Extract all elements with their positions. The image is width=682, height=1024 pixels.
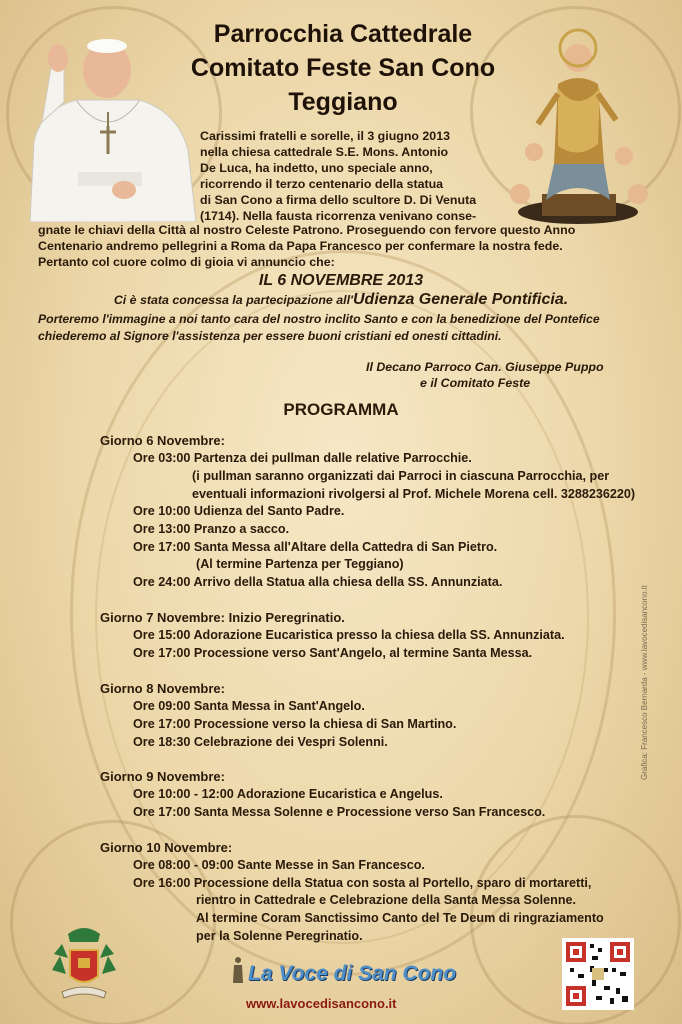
program-note: (i pullman saranno organizzati dai Parroci in ciascuna Parrocchia, per: [192, 469, 610, 483]
header-title-committee: Comitato Feste San Cono: [190, 54, 496, 82]
program-event: Ore 16:00 Processione della Statua con sosta al Portello, sparo di mortaretti,: [133, 876, 592, 890]
signature-committee: e il Comitato Feste: [420, 376, 531, 390]
audience-prefix: Ci è stata concessa la partecipazione all': [113, 293, 353, 307]
saint-figure-icon: [230, 955, 246, 985]
intro-cont-line: Centenario andremo pellegrini a Roma da Papa Francesco per confermare la nostra fede.: [38, 239, 563, 253]
program-day: Giorno 7 Novembre: Inizio Peregrinatio.: [100, 610, 345, 625]
side-credit-text: Grafica: Francesco Bernarda - www.lavocedisancono.it: [640, 585, 649, 780]
intro-line: ricorrendo il terzo centenario della statua: [200, 177, 444, 191]
announcement-date: IL 6 NOVEMBRE 2013: [258, 272, 424, 289]
program-event: Ore 13:00 Pranzo a sacco.: [133, 522, 290, 536]
pope-photo: [20, 22, 198, 222]
pilgrimage-paragraph: [38, 311, 658, 345]
signature-dean: Il Decano Parroco Can. Giuseppe Puppo: [366, 360, 604, 374]
intro-line: De Luca, ha indetto, uno speciale anno,: [200, 161, 433, 175]
intro-line: di San Cono a firma dello scultore D. Di Venuta: [200, 193, 477, 207]
program-event: Ore 08:00 - 09:00 Sante Messe in San Francesco.: [133, 858, 425, 872]
header-title-town: Teggiano: [288, 88, 398, 116]
intro-line: (1714). Nella fausta ricorrenza venivano conse-: [200, 209, 477, 223]
coat-of-arms-icon: [48, 924, 120, 1006]
program-day: Giorno 8 Novembre:: [100, 681, 225, 696]
program-event: Ore 17:00 Santa Messa Solenne e Processione verso San Francesco.: [133, 805, 546, 819]
intro-continuation: [38, 222, 656, 270]
footer-website-link[interactable]: www.lavocedisancono.it: [246, 996, 397, 1011]
intro-cont-line: Pertanto col cuore colmo di gioia vi annuncio che:: [38, 255, 335, 269]
program-note: eventuali informazioni rivolgersi al Prof. Michele Morena cell. 3288236220): [192, 487, 636, 501]
program-event: Ore 03:00 Partenza dei pullman dalle relative Parrocchie.: [133, 451, 472, 465]
program-note: (Al termine Partenza per Teggiano): [196, 557, 404, 571]
program-note: Al termine Coram Sanctissimo Canto del Te Deum di ringraziamento: [196, 911, 604, 925]
program-day: Giorno 10 Novembre:: [100, 840, 233, 855]
program-event: Ore 17:00 Santa Messa all'Altare della Cattedra di San Pietro.: [133, 540, 498, 554]
program-event: Ore 10:00 - 12:00 Adorazione Eucaristica e Angelus.: [133, 787, 443, 801]
header-title-parish: Parrocchia Cattedrale: [213, 20, 473, 48]
footer-logo-text: La Voce di San Cono: [248, 962, 457, 985]
program-note: per la Solenne Peregrinatio.: [196, 929, 363, 943]
program-day: Giorno 6 Novembre:: [100, 433, 225, 448]
program-title: PROGRAMMA: [283, 400, 399, 419]
pilgrimage-line: chiederemo al Signore l'assistenza per essere buoni cristiani ed onesti cittadini.: [38, 329, 502, 343]
intro-cont-line: gnate le chiavi della Città al nostro Celeste Patrono. Proseguendo con fervore questo Anno: [38, 223, 576, 237]
program-event: Ore 09:00 Santa Messa in Sant'Angelo.: [133, 699, 365, 713]
intro-line: nella chiesa cattedrale S.E. Mons. Antonio: [200, 145, 449, 159]
program-note: rientro in Cattedrale e Celebrazione della Santa Messa Solenne.: [196, 893, 577, 907]
intro-line: Carissimi fratelli e sorelle, il 3 giugno 2013: [200, 129, 450, 143]
program-event: Ore 10:00 Udienza del Santo Padre.: [133, 504, 345, 518]
program-event: Ore 24:00 Arrivo della Statua alla chiesa della SS. Annunziata.: [133, 575, 503, 589]
program-event: Ore 18:30 Celebrazione dei Vespri Solenni.: [133, 735, 388, 749]
program-day: Giorno 9 Novembre:: [100, 769, 225, 784]
audience-announcement: [0, 291, 682, 309]
program-event: Ore 15:00 Adorazione Eucaristica presso la chiesa della SS. Annunziata.: [133, 628, 565, 642]
qr-code-icon[interactable]: [562, 938, 634, 1010]
program-event: Ore 17:00 Processione verso la chiesa di San Martino.: [133, 717, 457, 731]
audience-highlight: Udienza Generale Pontificia.: [353, 291, 569, 308]
pilgrimage-line: Porteremo l'immagine a noi tanto cara del nostro inclito Santo e con la benedizione del Pontefice: [38, 312, 600, 326]
program-event: Ore 17:00 Processione verso Sant'Angelo, al termine Santa Messa.: [133, 646, 533, 660]
intro-paragraph: [200, 128, 500, 224]
